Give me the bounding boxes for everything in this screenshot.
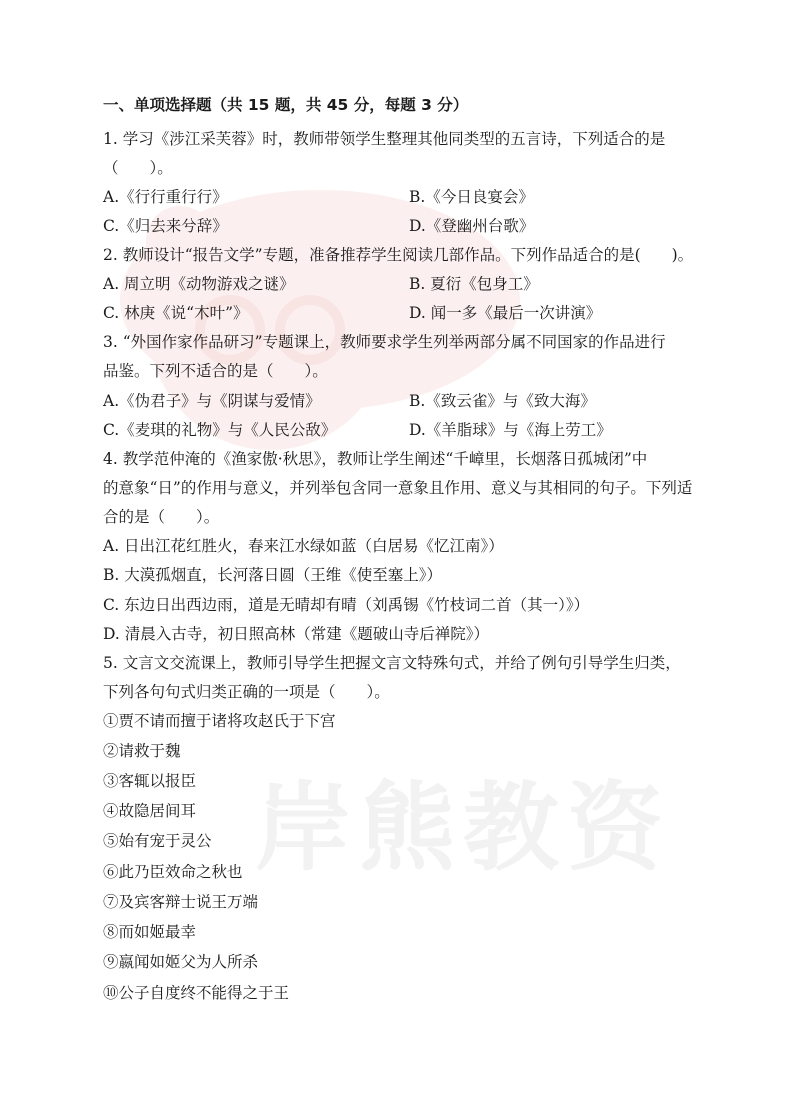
sentence-item: ⑨嬴闻如姬父为人所杀 bbox=[103, 953, 259, 971]
section-heading: 一、单项选择题（共 15 题，共 45 分，每题 3 分） bbox=[103, 96, 469, 114]
sentence-item: ⑧而如姬最幸 bbox=[103, 923, 197, 941]
sentence-item: ①贾不请而擅于诸将攻赵氏于下宫 bbox=[103, 712, 336, 730]
option-b: B. 夏衍《包身工》 bbox=[409, 275, 539, 293]
question-stem-line: 4. 教学范仲淹的《渔家傲·秋思》，教师让学生阐述“千嶂里，长烟落日孤城闭”中 bbox=[103, 450, 648, 468]
option-c: C.《麦琪的礼物》与《人民公敌》 bbox=[103, 421, 337, 439]
option-c: C.《归去来兮辞》 bbox=[103, 217, 228, 235]
sentence-item: ⑤始有宠于灵公 bbox=[103, 832, 212, 850]
option-d: D. 清晨入古寺，初日照高林（常建《题破山寺后禅院》） bbox=[103, 625, 489, 643]
sentence-item: ⑩公子自度终不能得之于王 bbox=[103, 984, 290, 1002]
watermark-text: 岸熊教资 bbox=[255, 772, 671, 884]
option-a: A. 日出江花红胜火，春来江水绿如蓝（白居易《忆江南》） bbox=[103, 537, 504, 555]
sentence-item: ③客辄以报臣 bbox=[103, 772, 197, 790]
option-a: A. 周立明《动物游戏之谜》 bbox=[103, 275, 295, 293]
question-stem-line: 品鉴。下列不适合的是（ ）。 bbox=[103, 362, 328, 380]
question-stem-line: （ ）。 bbox=[103, 159, 173, 177]
question-stem-line: 合的是（ ）。 bbox=[103, 508, 220, 526]
question-stem-line: 的意象“日”的作用与意义，并列举包含同一意象且作用、意义与其相同的句子。下列适 bbox=[103, 479, 693, 497]
question-stem-line: 2. 教师设计“报告文学”专题，准备推荐学生阅读几部作品。下列作品适合的是( )。 bbox=[103, 246, 694, 264]
option-d: D.《羊脂球》与《海上劳工》 bbox=[409, 421, 612, 439]
question-stem-line: 5. 文言文交流课上，教师引导学生把握文言文特殊句式，并给了例句引导学生归类， bbox=[103, 654, 681, 672]
sentence-item: ⑦及宾客辩士说王万端 bbox=[103, 893, 259, 911]
question-stem-line: 3. “外国作家作品研习”专题课上，教师要求学生列举两部分属不同国家的作品进行 bbox=[103, 333, 666, 351]
option-b: B.《今日良宴会》 bbox=[409, 188, 534, 206]
option-d: D.《登幽州台歌》 bbox=[409, 217, 535, 235]
sentence-item: ⑥此乃臣效命之秋也 bbox=[103, 863, 243, 881]
question-stem-line: 下列各句句式归类正确的一项是（ ）。 bbox=[103, 683, 390, 701]
option-c: C. 林庚《说“木叶”》 bbox=[103, 304, 249, 322]
option-d: D. 闻一多《最后一次讲演》 bbox=[409, 304, 602, 322]
option-a: A.《行行重行行》 bbox=[103, 188, 228, 206]
option-b: B.《致云雀》与《致大海》 bbox=[409, 392, 596, 410]
question-stem-line: 1. 学习《涉江采芙蓉》时，教师带领学生整理其他同类型的五言诗，下列适合的是 bbox=[103, 130, 666, 148]
option-b: B. 大漠孤烟直，长河落日圆（王维《使至塞上》） bbox=[103, 566, 442, 584]
sentence-item: ②请救于魏 bbox=[103, 742, 181, 760]
option-a: A.《伪君子》与《阴谋与爱情》 bbox=[103, 392, 321, 410]
option-c: C. 东边日出西边雨，道是无晴却有晴（刘禹锡《竹枝词二首（其一）》） bbox=[103, 596, 590, 614]
sentence-item: ④故隐居间耳 bbox=[103, 802, 197, 820]
